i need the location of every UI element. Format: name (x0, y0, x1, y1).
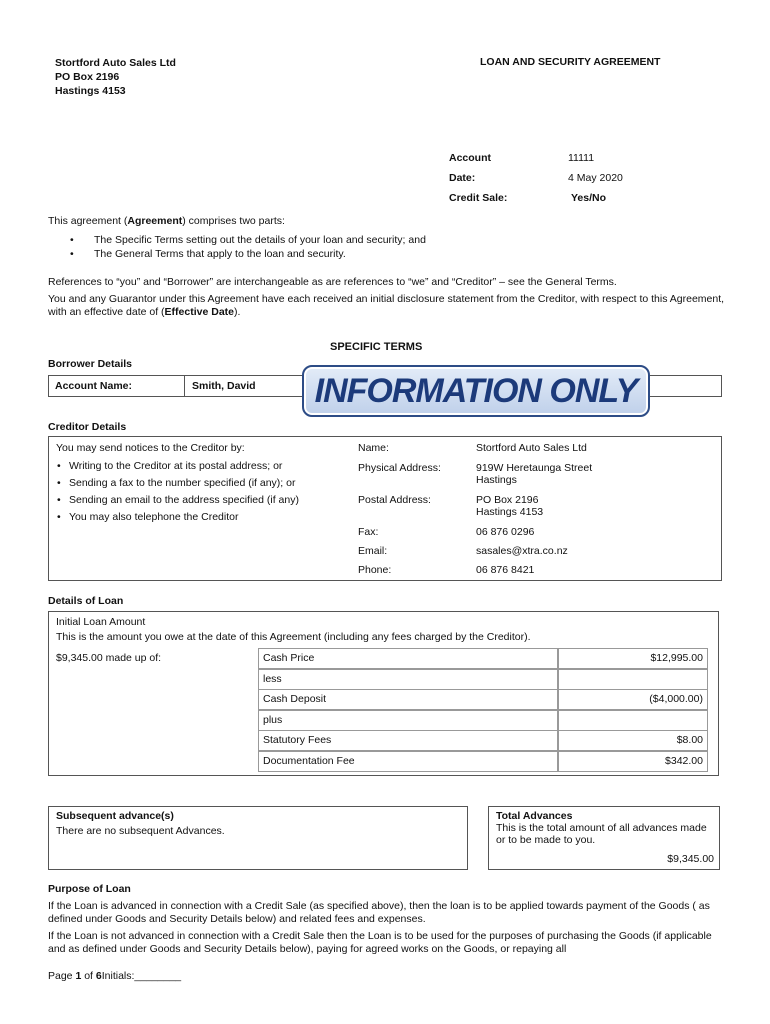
list-item: • Sending an email to the address specified (if any) (55, 492, 345, 509)
list-item: • Sending a fax to the number specified (if any); or (55, 475, 345, 492)
creditor-name: Stortford Auto Sales Ltd (476, 442, 587, 454)
loan-heading: Details of Loan (48, 595, 124, 607)
total-advances-desc: This is the total amount of all advances made or to be made to you. (496, 822, 707, 846)
document-title: LOAN AND SECURITY AGREEMENT (480, 56, 661, 68)
disclosure-paragraph (48, 293, 728, 319)
list-item: • The Specific Terms setting out the details of your loan and security; and (48, 233, 728, 247)
company-name: Stortford Auto Sales Ltd (55, 57, 176, 69)
postal-address (476, 494, 543, 518)
loan-made-up: $9,345.00 made up of: (56, 652, 162, 664)
creditor-name-label: Name: (358, 442, 389, 454)
fee-label-plus: plus (258, 710, 558, 731)
account-name-value: Smith, David (192, 380, 256, 392)
postal-address-line1: PO Box 2196 (476, 494, 539, 506)
company-city: Hastings 4153 (55, 85, 126, 97)
total-advances-title: Total Advances (496, 810, 573, 822)
list-item: • Writing to the Creditor at its postal address; or (55, 458, 345, 475)
date-label: Date: (449, 172, 476, 184)
intro-paragraph (48, 215, 285, 227)
fee-value-less (558, 669, 708, 690)
fee-value-statutory: $8.00 (558, 730, 708, 751)
fee-label-cash-deposit: Cash Deposit (258, 689, 558, 710)
page-label: Page (48, 970, 76, 982)
account-value: 11111 (568, 152, 595, 164)
initials-blank: ________ (134, 970, 182, 982)
subsequent-advances-text: There are no subsequent Advances. (56, 825, 225, 837)
postal-address-label: Postal Address: (358, 494, 431, 506)
creditor-heading: Creditor Details (48, 421, 127, 433)
initials-label: Initials: (101, 970, 135, 982)
phone-value: 06 876 8421 (476, 564, 535, 576)
disclosure-text: You and any Guarantor under this Agreement have each received an initial disclosure statement from the Creditor, with respect to this Agreement, with an effective date of ( (48, 293, 725, 318)
fee-value-cash-price: $12,995.00 (558, 648, 708, 669)
page-footer (48, 970, 181, 982)
purpose-paragraph-1: If the Loan is advanced in connection with a Credit Sale (as specified above), then the loan is to be applied towards payment of the Goods ( as defined under Goods and Security Details below) and related fees and expenses. (48, 900, 710, 925)
physical-address-line1: 919W Heretaunga Street (476, 462, 593, 474)
physical-address (476, 462, 592, 486)
fee-label-less: less (258, 669, 558, 690)
fee-value-documentation: $342.00 (558, 751, 708, 772)
physical-address-line2: Hastings (476, 474, 517, 486)
date-value: 4 May 2020 (568, 172, 623, 184)
physical-address-label: Physical Address: (358, 462, 441, 474)
email-value: sasales@xtra.co.nz (476, 545, 568, 557)
company-po: PO Box 2196 (55, 71, 120, 83)
total-advances-value: $9,345.00 (667, 853, 714, 865)
intro-bullet-list (48, 233, 728, 261)
initial-loan-title: Initial Loan Amount (56, 616, 146, 628)
fee-label-cash-price: Cash Price (258, 648, 558, 669)
phone-label: Phone: (358, 564, 392, 576)
email-label: Email: (358, 545, 388, 557)
credit-sale-value: Yes/No (571, 192, 607, 204)
fee-value-cash-deposit: ($4,000.00) (558, 689, 708, 710)
initial-loan-desc: This is the amount you owe at the date of this Agreement (including any fees charged by the Creditor). (56, 631, 531, 643)
account-name-label: Account Name: (55, 380, 133, 392)
postal-address-line2: Hastings 4153 (476, 506, 544, 518)
fee-label-statutory: Statutory Fees (258, 730, 558, 751)
fax-label: Fax: (358, 526, 379, 538)
creditor-notice: You may send notices to the Creditor by: (56, 442, 245, 454)
credit-sale-label: Credit Sale: (449, 192, 508, 204)
information-only-stamp: INFORMATION ONLY (302, 365, 650, 417)
account-label: Account (449, 152, 491, 164)
effective-date-term: Effective Date (164, 306, 234, 318)
purpose-heading: Purpose of Loan (48, 883, 131, 895)
fee-value-plus (558, 710, 708, 731)
references-paragraph: References to “you” and “Borrower” are interchangeable as are references to “we” and “Creditor” – see the General Terms. (48, 276, 617, 288)
company-block (55, 56, 176, 98)
intro-text: This agreement ( (48, 215, 128, 227)
page-of: of (81, 970, 96, 982)
fee-label-documentation: Documentation Fee (258, 751, 558, 772)
specific-terms-heading: SPECIFIC TERMS (330, 341, 423, 353)
list-item: • You may also telephone the Creditor (55, 509, 345, 526)
borrower-heading: Borrower Details (48, 358, 133, 370)
page-number: 1 (75, 970, 82, 982)
creditor-notice-list (55, 458, 345, 526)
purpose-paragraph-2: If the Loan is not advanced in connection with a Credit Sale then the Loan is to be used for the purposes of purchasing the Goods (if applicable and as defined under Goods and Security Details below), paying for agreed works on the Goods, or repaying all (48, 930, 712, 955)
intro-bold: Agreement (127, 215, 183, 227)
subsequent-advances-title: Subsequent advance(s) (56, 810, 174, 822)
intro-text-end: ) comprises two parts: (182, 215, 285, 227)
list-item: • The General Terms that apply to the loan and security. (48, 247, 728, 261)
disclosure-text-end: ). (234, 306, 241, 318)
fax-value: 06 876 0296 (476, 526, 535, 538)
page-total: 6 (95, 970, 102, 982)
